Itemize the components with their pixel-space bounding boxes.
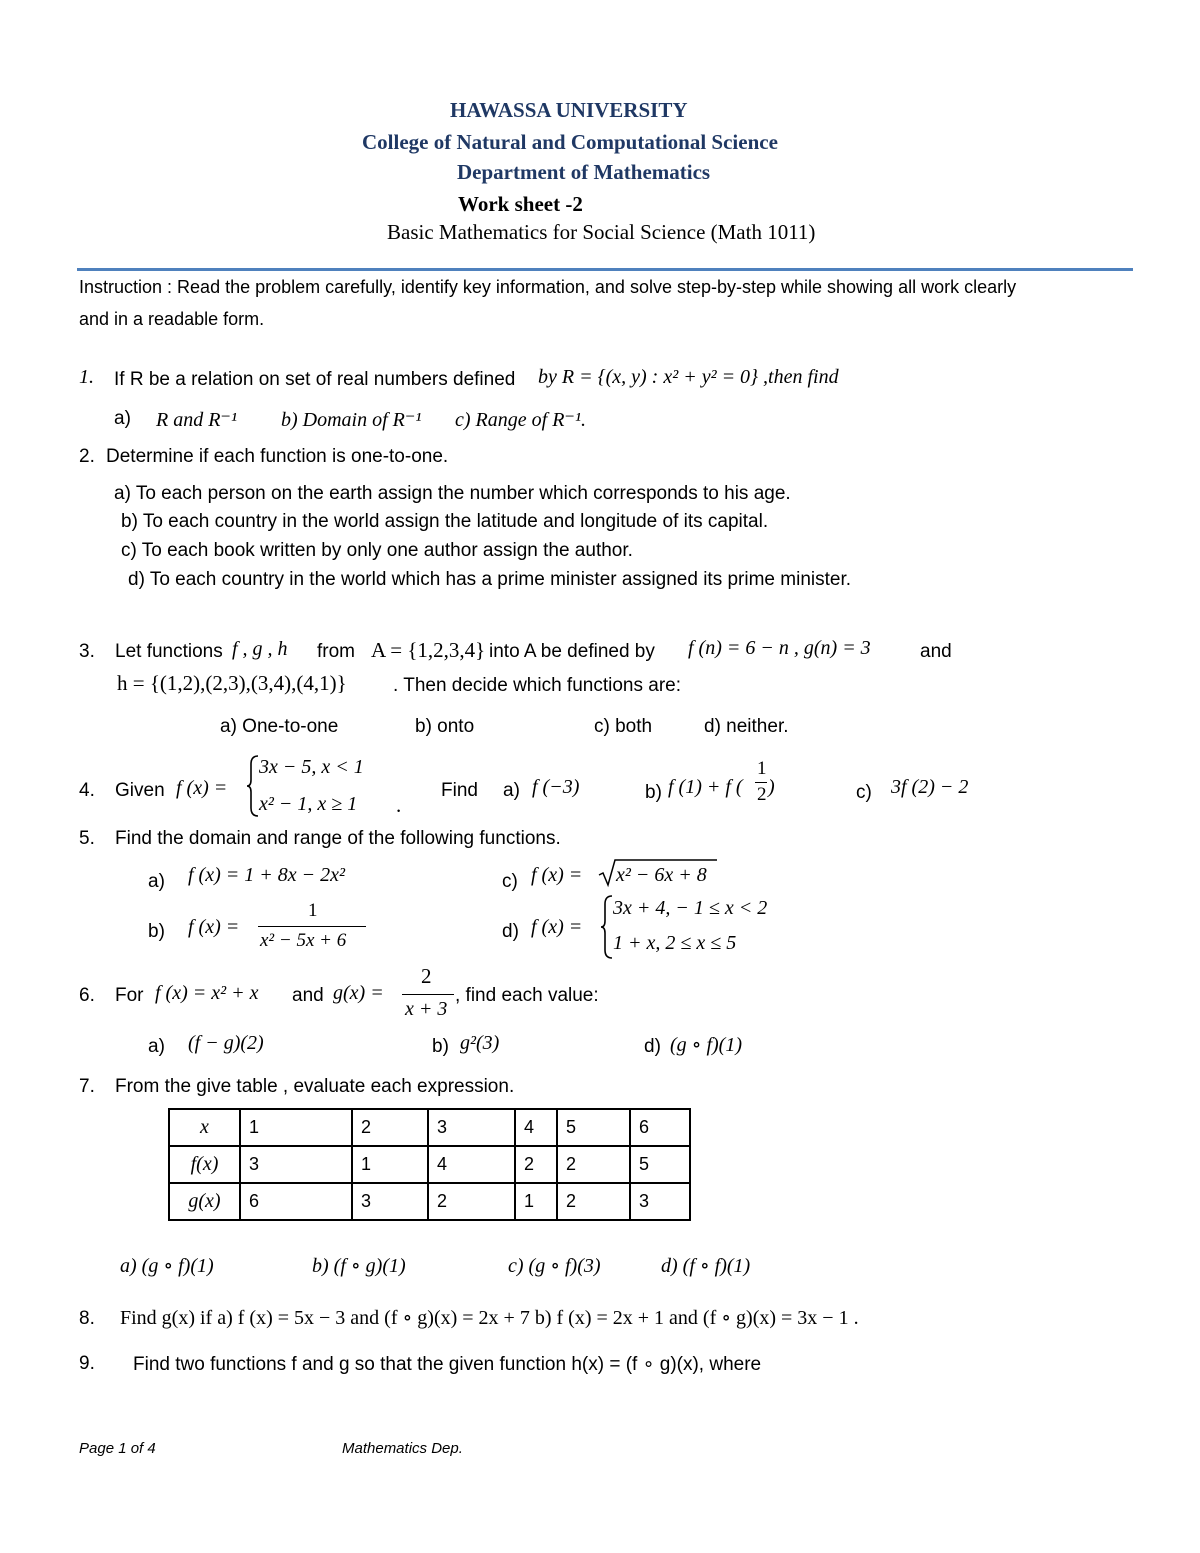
table-cell: 3 [630,1183,690,1220]
q6-g-den: x + 3 [405,998,448,1020]
q6-tail: , find each value: [455,985,599,1006]
q1-text: If R be a relation on set of real numbers defined [114,369,516,390]
q5-part-a: f (x) = 1 + 8x − 2x² [188,864,345,886]
q1-math: by R = {(x, y) : x² + y² = 0} ,then find [538,366,839,388]
q6-g-num: 2 [421,964,432,988]
q2-text: Determine if each function is one-to-one. [106,446,449,467]
department-title: Department of Mathematics [457,160,711,184]
table-cell: 2 [428,1183,515,1220]
q5-part-d-label: d) [502,921,519,942]
q2-part-d: d) To each country in the world which has a prime minister assigned its prime minister. [128,569,852,590]
q5-text: Find the domain and range of the following functions. [115,828,561,849]
q4-brace [246,754,260,818]
q4-part-b-close: ) [768,776,775,798]
q5-part-c-radicand: x² − 6x + 8 [616,864,707,886]
q5-part-b-den: x² − 5x + 6 [260,930,347,951]
table-cell: 4 [515,1109,557,1146]
q2-part-a: a) To each person on the earth assign the number which corresponds to his age. [114,483,791,504]
q8-number: 8. [79,1308,95,1329]
q3-number: 3. [79,641,95,662]
q4-part-b-label: b) [645,782,662,803]
q3-fgh: f , g , h [232,638,288,660]
q3-f-def: f (n) = 6 − n , g(n) = 3 [688,637,871,659]
q5-part-d-case-2: 1 + x, 2 ≤ x ≤ 5 [613,932,737,954]
q5-part-a-label: a) [148,871,165,892]
q4-number: 4. [79,780,95,801]
table-cell: g(x) [169,1183,240,1220]
q1-part-a: R and R⁻¹ [156,409,237,431]
q5-part-b-bar [258,926,366,927]
q3-from: from [317,641,355,662]
q4-dot: . [396,793,402,817]
table-cell: f(x) [169,1146,240,1183]
q5-part-b-lhs: f (x) = [188,916,240,938]
table-cell: 3 [428,1109,515,1146]
q3-text: Let functions [115,641,223,662]
q4-part-c-label: c) [856,782,872,803]
q2-part-b: b) To each country in the world assign the latitude and longitude of its capital. [121,511,769,532]
q4-find: Find [441,780,478,801]
q6-part-a: (f − g)(2) [188,1032,264,1054]
q6-part-b-label: b) [432,1036,449,1057]
q5-part-b-num: 1 [308,900,318,921]
instruction-line-2: and in a readable form. [79,309,265,329]
instruction-line-1: Instruction : Read the problem carefully, identify key information, and solve step-by-step while showing all work clearly [79,277,1017,297]
table-row [169,1183,690,1220]
q7-part-a: a) (g ∘ f)(1) [120,1255,214,1277]
q3-option-b: b) onto [415,716,475,737]
q6-part-d: (g ∘ f)(1) [670,1034,743,1056]
q7-part-d: d) (f ∘ f)(1) [661,1255,751,1277]
q6-number: 6. [79,985,95,1006]
q3-option-c: c) both [594,716,653,737]
worksheet-title: Work sheet -2 [458,192,583,216]
q5-part-c-label: c) [502,871,518,892]
q9-text: Find two functions f and g so that the given function h(x) = (f ∘ g)(x), where [133,1354,762,1375]
q7-part-b: b) (f ∘ g)(1) [312,1255,406,1277]
q7-number: 7. [79,1076,95,1097]
university-title: HAWASSA UNIVERSITY [450,98,688,122]
q4-frac-num: 1 [757,758,767,779]
table-cell: 3 [240,1146,352,1183]
q5-part-d-case-1: 3x + 4, − 1 ≤ x < 2 [613,897,768,919]
q4-case-1: 3x − 5, x < 1 [259,756,364,778]
table-cell: 6 [240,1183,352,1220]
q3-option-d: d) neither. [704,716,789,737]
q5-part-b-label: b) [148,921,165,942]
q6-part-b: g²(3) [460,1032,500,1054]
q3-set-a: A = {1,2,3,4} [371,638,486,662]
table-cell: 1 [515,1183,557,1220]
q6-f-def: f (x) = x² + x [155,982,259,1004]
q1-part-a-label: a) [114,408,131,429]
table-cell: 6 [630,1109,690,1146]
footer-page: Page 1 of 4 [79,1440,156,1457]
q3-option-a: a) One-to-one [220,716,339,737]
table-cell: 4 [428,1146,515,1183]
table-cell: 5 [557,1109,630,1146]
q5-number: 5. [79,828,95,849]
q1-part-b: b) Domain of R⁻¹ [281,409,422,431]
footer-dept: Mathematics Dep. [342,1440,463,1457]
table-cell: 2 [352,1109,428,1146]
q3-h-def: h = {(1,2),(2,3),(3,4),(4,1)} [117,671,347,695]
q1-part-c: c) Range of R⁻¹. [455,409,586,431]
q2-number: 2. [79,446,95,467]
header-rule [77,268,1133,271]
q6-and: and [292,985,324,1006]
q4-part-b: f (1) + f ( [668,776,743,798]
q9-number: 9. [79,1353,95,1374]
q4-frac-bar [755,782,767,783]
q6-part-a-label: a) [148,1036,165,1057]
q2-part-c: c) To each book written by only one author assign the author. [121,540,633,561]
table-cell: 2 [515,1146,557,1183]
table-cell: 2 [557,1146,630,1183]
q6-g-lhs: g(x) = [333,982,384,1004]
q4-part-a-label: a) [503,780,520,801]
table-cell: 5 [630,1146,690,1183]
table-cell: 3 [352,1183,428,1220]
q6-part-d-label: d) [644,1036,661,1057]
q6-g-bar [402,994,454,995]
q3-into: into A be defined by [489,641,655,662]
q5-d-brace [600,894,614,960]
q7-text: From the give table , evaluate each expression. [115,1076,515,1097]
q5-part-d-lhs: f (x) = [531,916,583,938]
table-row [169,1109,690,1146]
table-cell: 1 [352,1146,428,1183]
q3-and: and [920,641,952,662]
table-cell: 2 [557,1183,630,1220]
course-title: Basic Mathematics for Social Science (Math 1011) [387,220,816,244]
q7-part-c: c) (g ∘ f)(3) [508,1255,601,1277]
table-cell: 1 [240,1109,352,1146]
q4-given: Given [115,780,165,801]
table-cell: x [169,1109,240,1146]
q4-frac-den: 2 [757,784,767,805]
q8-text: Find g(x) if a) f (x) = 5x − 3 and (f ∘ g)(x) = 2x + 7 b) f (x) = 2x + 1 and (f ∘ g)(x) = 3x − 1 . [120,1307,859,1329]
q4-part-a: f (−3) [532,776,580,798]
table-row [169,1146,690,1183]
q4-case-2: x² − 1, x ≥ 1 [259,793,358,815]
q4-part-c: 3f (2) − 2 [891,776,969,798]
q7-table [168,1108,691,1221]
q6-for: For [115,985,144,1006]
q1-number: 1. [79,366,94,388]
college-title: College of Natural and Computational Science [362,130,778,154]
q4-fx: f (x) = [176,777,228,799]
q5-part-c-lhs: f (x) = [531,864,583,886]
q3-then: . Then decide which functions are: [393,675,681,696]
